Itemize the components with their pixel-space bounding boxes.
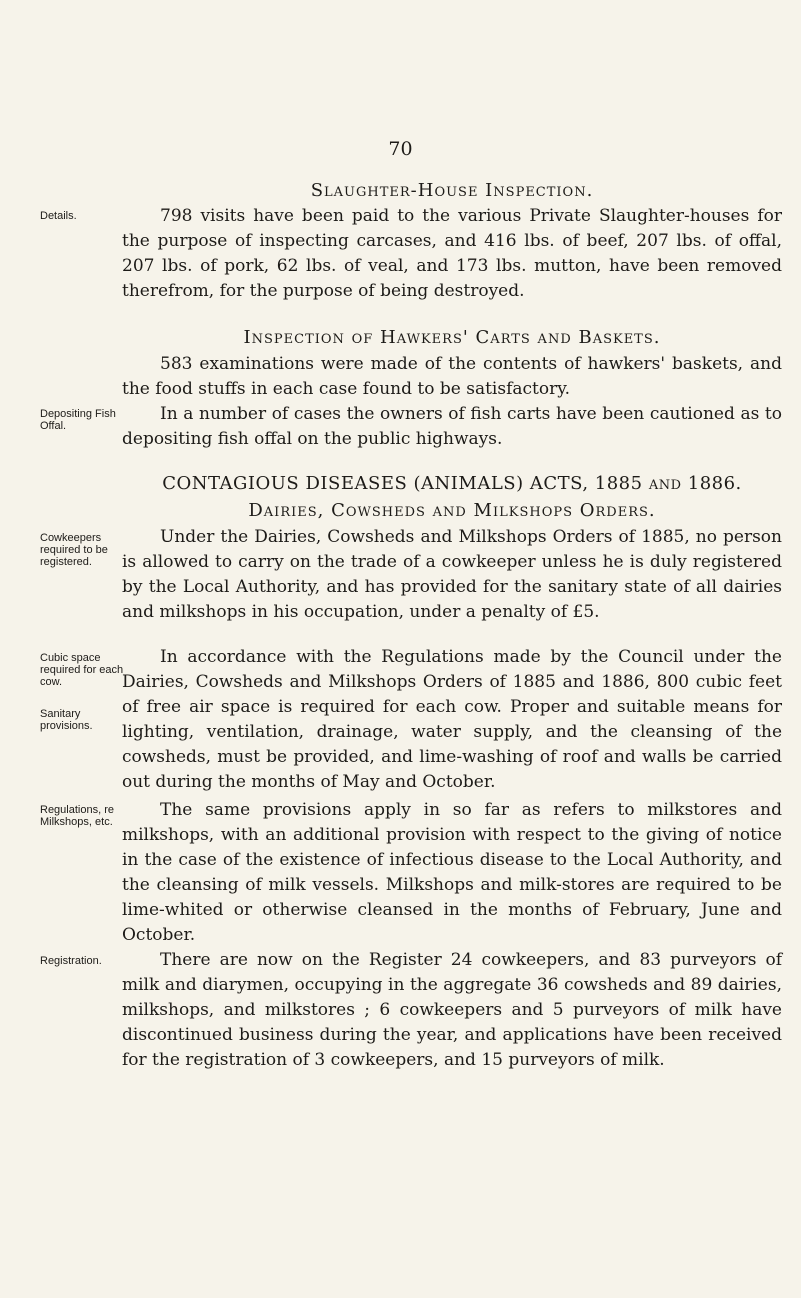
hawkers-heading: Inspection of Hawkers' Carts and Baskets. [243, 327, 661, 348]
milkshops-paragraph: The same provisions apply in so far as refers to milkstores and milkshops, with an additional provision with respect to the giving of notice in the case of the existence of infectious disease to the Local Authority, and the cleansing of milk vessels. Milkshops and milk-stores are required to be lime-whited or otherwise cleansed in the months of February, June and October. [122, 800, 782, 945]
margin-note-sanitary-provisions: Sanitary provisions. [40, 708, 93, 732]
margin-note-cowkeepers-registered: Cowkeepers required to be registered. [40, 532, 108, 568]
page-number: 70 [388, 138, 413, 160]
cubic-space-paragraph: In accordance with the Regulations made by the Council under the Dairies, Cowsheds and Milkshops Orders of 1885 and 1886, 800 cubic feet of free air space is required for each cow. Proper and suitable means for lighting, ventilation, drainage, water supply, and the cleansing of the cowsheds, must be provided, and lime-washing of roof and walls be carried out during the months of May and October. [122, 647, 782, 792]
hawkers-paragraph-2: In a number of cases the owners of fish carts have been cautioned as to depositing fish offal on the public highways. [122, 404, 782, 449]
margin-note-regulations-milkshops: Regulations, re Milkshops, etc. [40, 804, 114, 828]
margin-note-cubic-space: Cubic space required for each cow. [40, 652, 124, 688]
contagious-diseases-heading: CONTAGIOUS DISEASES (ANIMALS) ACTS, 1885 and 1886. [162, 473, 742, 494]
registration-paragraph: There are now on the Register 24 cowkeepers, and 83 purveyors of milk and diarymen, occupying in the aggregate 36 cowsheds and 89 dairies, milkshops, and milkstores ; 6 cowkeepers and 5 purveyors of milk have discontinued business during the year, and applications have been received for the registration of 3 cowkeepers, and 15 purveyors of milk. [122, 950, 782, 1070]
margin-note-details: Details. [40, 210, 77, 222]
slaughter-paragraph: 798 visits have been paid to the various Private Slaughter-houses for the purpose of inspecting carcases, and 416 lbs. of beef, 207 lbs. of offal, 207 lbs. of pork, 62 lbs. of veal, and 173 lbs. mutton, have been removed therefrom, for the purpose of being destroyed. [122, 206, 782, 301]
hawkers-paragraph-1: 583 examinations were made of the contents of hawkers' baskets, and the food stuffs in each case found to be satisfactory. [122, 354, 782, 399]
margin-note-registration: Registration. [40, 955, 102, 967]
slaughter-heading: Slaughter-House Inspection. [310, 180, 594, 201]
dairies-subheading: Dairies, Cowsheds and Milkshops Orders. [248, 500, 656, 521]
margin-note-depositing-fish-offal: Depositing Fish Offal. [40, 408, 116, 432]
cowkeepers-paragraph: Under the Dairies, Cowsheds and Milkshops Orders of 1885, no person is allowed to carry on the trade of a cowkeeper unless he is duly registered by the Local Authority, and has provided for the sanitary state of all dairies and milkshops in his occupation, under a penalty of £5. [122, 527, 782, 622]
